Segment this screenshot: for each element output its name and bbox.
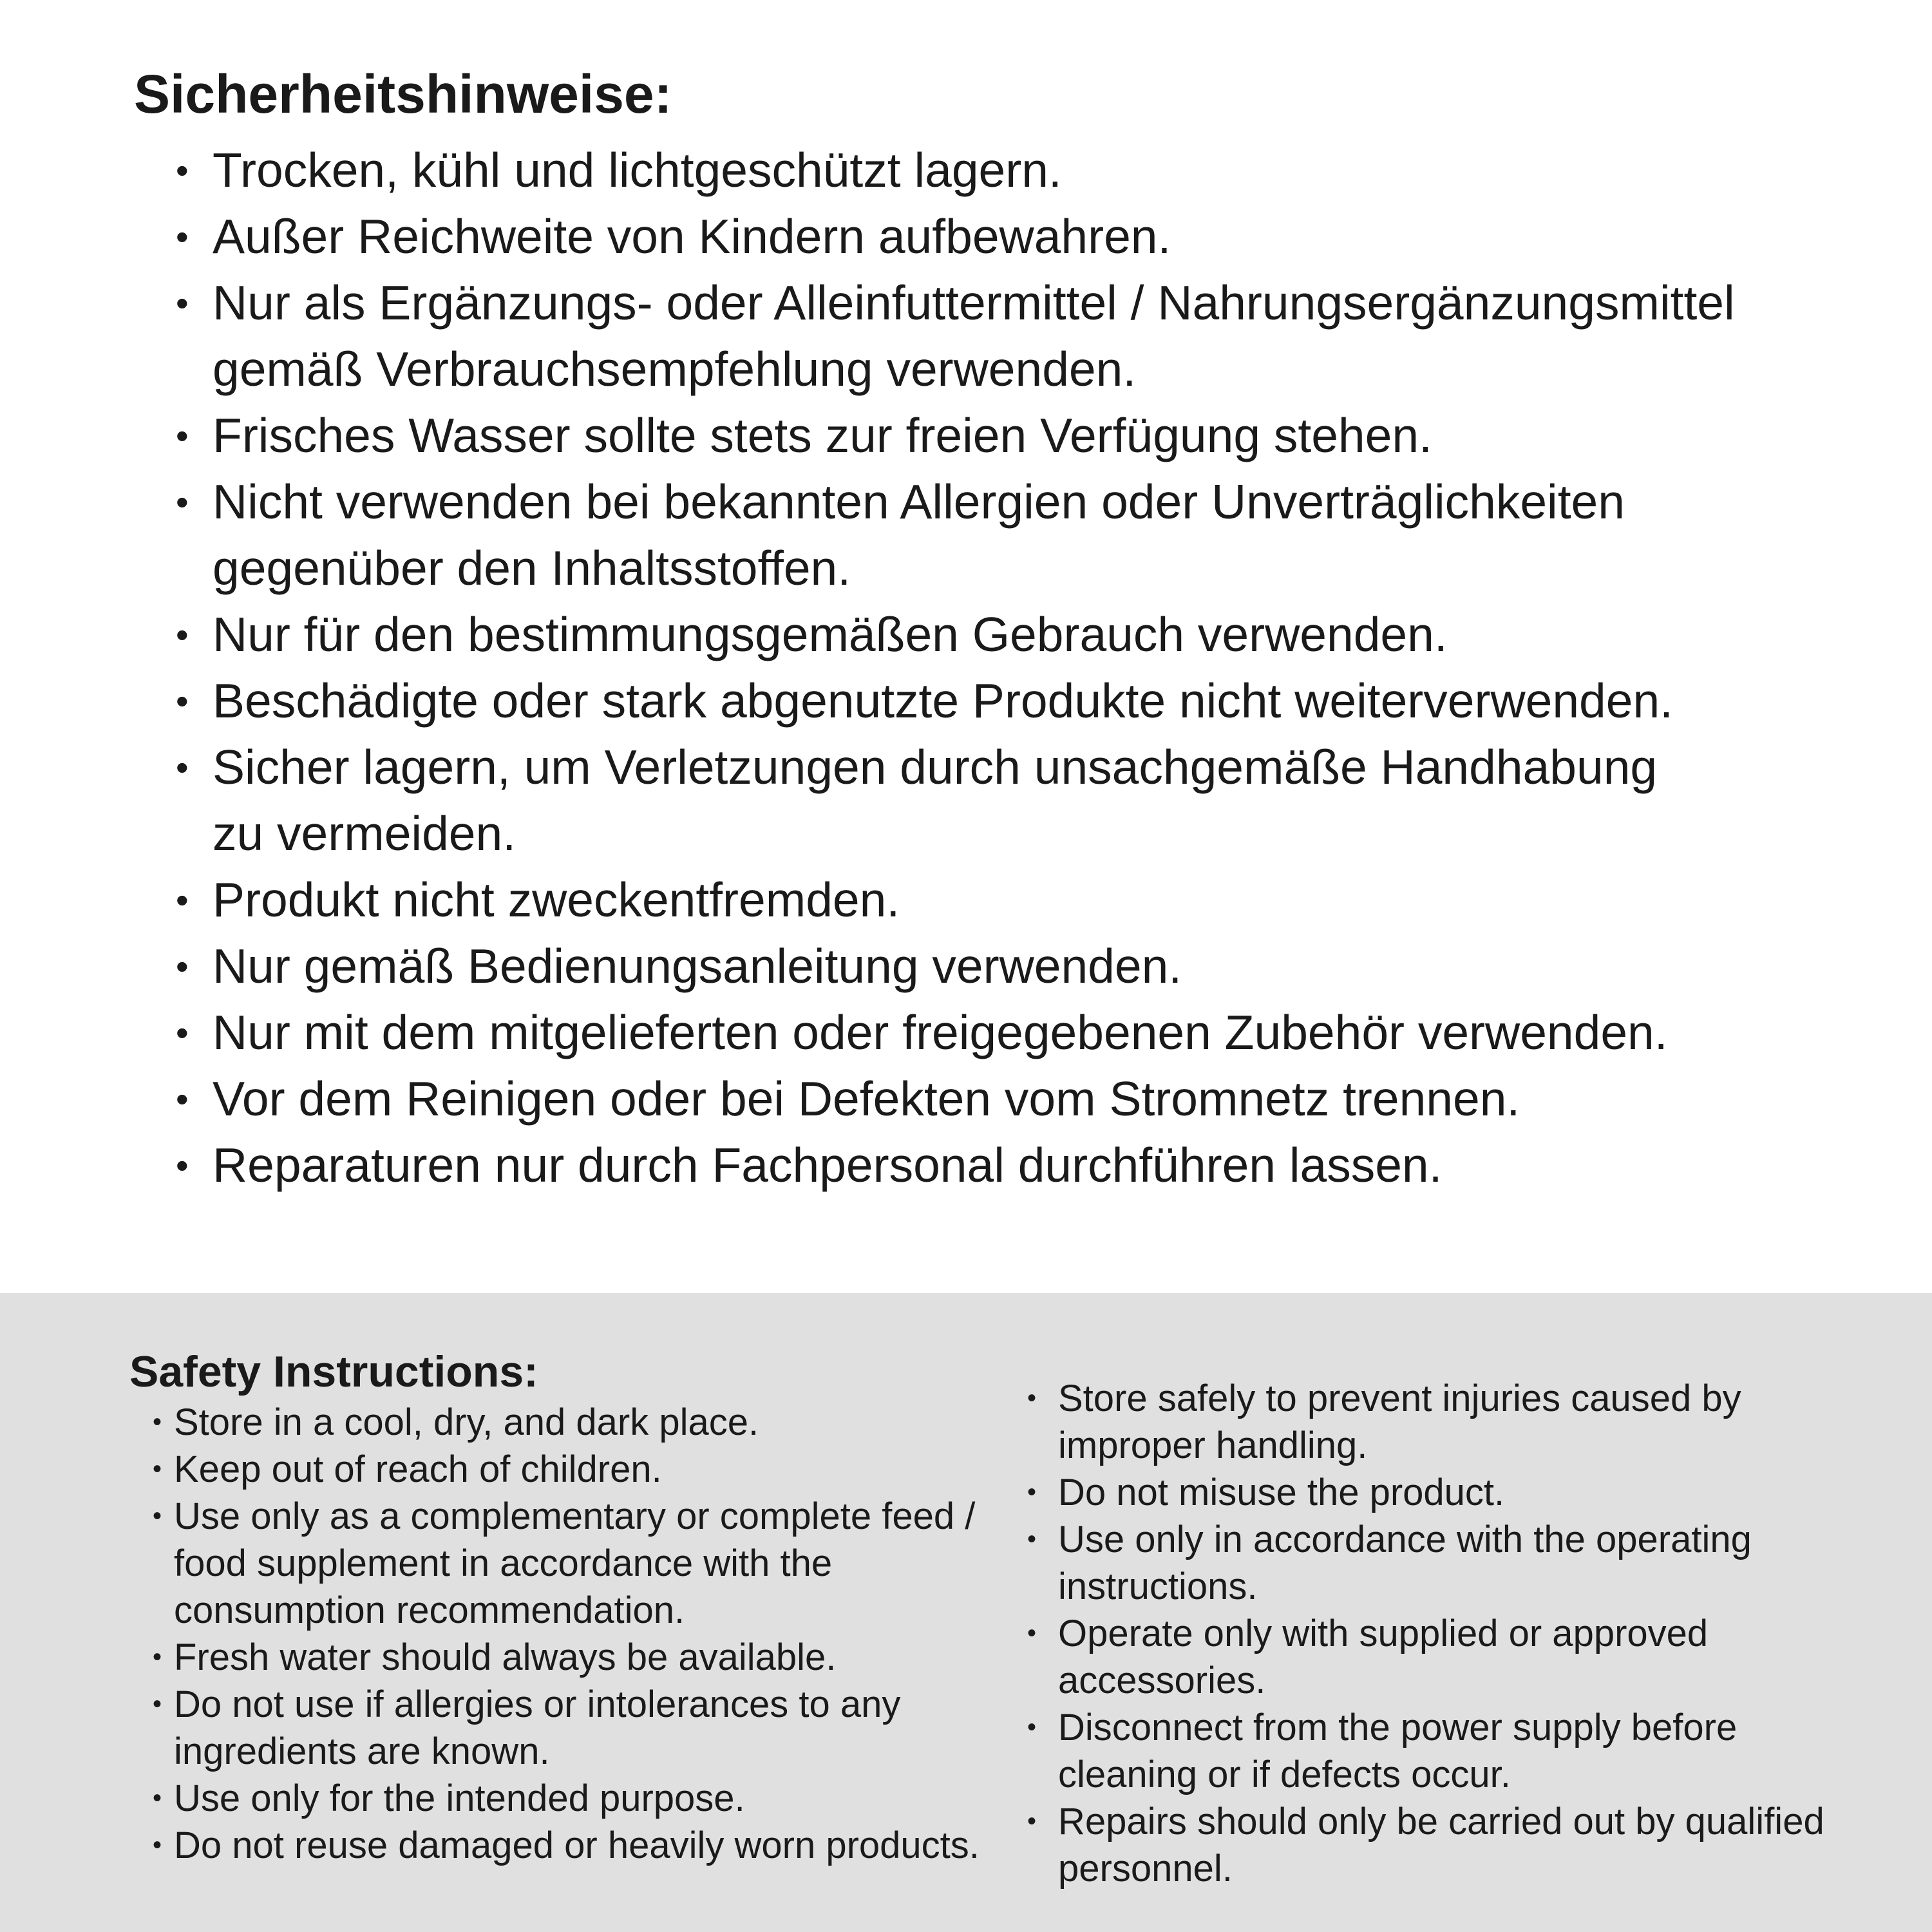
list-item-line: Use only in accordance with the operating <box>1058 1519 1752 1560</box>
list-item <box>176 933 1735 999</box>
list-item-line: Nur als Ergänzungs- oder Alleinfuttermittel / Nahrungsergänzungsmittel <box>213 276 1735 330</box>
list-item-line: accessories. <box>1058 1660 1266 1701</box>
bullet-icon: • <box>153 1408 162 1436</box>
list-item-line: Do not reuse damaged or heavily worn products. <box>174 1824 980 1866</box>
list-item <box>176 469 1735 601</box>
list-item <box>176 999 1735 1066</box>
list-item <box>176 137 1735 204</box>
list-item-line: Nicht verwenden bei bekannten Allergien oder Unverträglichkeiten <box>213 475 1625 529</box>
bullet-icon: • <box>176 747 189 788</box>
english-left-column <box>153 1399 980 1869</box>
list-item-line: instructions. <box>1058 1566 1258 1607</box>
list-item-line: Disconnect from the power supply before <box>1058 1707 1738 1748</box>
list-item-line: personnel. <box>1058 1848 1233 1889</box>
list-item-line: Operate only with supplied or approved <box>1058 1613 1709 1654</box>
bullet-icon: • <box>1027 1478 1037 1506</box>
list-item <box>1027 1610 1824 1704</box>
list-item-line: Store in a cool, dry, and dark place. <box>174 1401 759 1443</box>
bullet-icon: • <box>153 1643 162 1671</box>
list-item <box>153 1634 980 1681</box>
bullet-icon: • <box>176 482 189 522</box>
bullet-icon: • <box>176 415 189 456</box>
list-item-line: Vor dem Reinigen oder bei Defekten vom Stromnetz trennen. <box>213 1072 1520 1126</box>
bullet-icon: • <box>176 681 189 721</box>
german-bullet-list <box>176 137 1735 1198</box>
list-item-line: Nur gemäß Bedienungsanleitung verwenden. <box>213 939 1182 993</box>
english-title: Safety Instructions: <box>129 1347 538 1396</box>
list-item-line: zu vermeiden. <box>213 806 516 860</box>
bullet-icon: • <box>153 1831 162 1859</box>
bullet-icon: • <box>176 1145 189 1186</box>
bullet-icon: • <box>153 1690 162 1718</box>
list-item-line: consumption recommendation. <box>174 1589 685 1631</box>
bullet-icon: • <box>1027 1713 1037 1741</box>
list-item <box>153 1822 980 1869</box>
list-item-line: gegenüber den Inhaltsstoffen. <box>213 541 851 595</box>
list-item-line: improper handling. <box>1058 1425 1368 1466</box>
bullet-icon: • <box>176 946 189 987</box>
bullet-icon: • <box>176 1079 189 1119</box>
list-item-line: food supplement in accordance with the <box>174 1542 833 1584</box>
bullet-icon: • <box>153 1784 162 1812</box>
bullet-icon: • <box>1027 1384 1037 1412</box>
bullet-icon: • <box>1027 1619 1037 1647</box>
list-item <box>1027 1375 1824 1469</box>
list-item <box>176 601 1735 668</box>
list-item-line: Keep out of reach of children. <box>174 1448 662 1490</box>
list-item-line: Nur für den bestimmungsgemäßen Gebrauch verwenden. <box>213 607 1448 661</box>
english-section <box>0 1293 1932 1932</box>
bullet-icon: • <box>1027 1525 1037 1553</box>
german-title: Sicherheitshinweise: <box>134 64 672 124</box>
bullet-icon: • <box>176 283 189 323</box>
list-item-line: Do not misuse the product. <box>1058 1472 1505 1513</box>
list-item-line: Nur mit dem mitgelieferten oder freigegebenen Zubehör verwenden. <box>213 1005 1668 1059</box>
list-item <box>153 1399 980 1446</box>
list-item <box>176 270 1735 402</box>
list-item <box>176 402 1735 469</box>
list-item <box>1027 1516 1824 1610</box>
bullet-icon: • <box>153 1502 162 1530</box>
bullet-icon: • <box>1027 1807 1037 1835</box>
bullet-icon: • <box>153 1455 162 1483</box>
list-item-line: Reparaturen nur durch Fachpersonal durchführen lassen. <box>213 1138 1443 1192</box>
list-item-line: Trocken, kühl und lichtgeschützt lagern. <box>213 143 1062 197</box>
list-item-line: Außer Reichweite von Kindern aufbewahren. <box>213 209 1171 263</box>
list-item <box>176 1066 1735 1132</box>
list-item-line: Use only as a complementary or complete feed / <box>174 1495 976 1537</box>
list-item <box>153 1681 980 1775</box>
list-item-line: Frisches Wasser sollte stets zur freien Verfügung stehen. <box>213 408 1432 462</box>
list-item-line: cleaning or if defects occur. <box>1058 1754 1511 1795</box>
english-right-column <box>1027 1375 1824 1892</box>
list-item-line: Sicher lagern, um Verletzungen durch unsachgemäße Handhabung <box>213 740 1658 794</box>
list-item <box>1027 1704 1824 1798</box>
list-item <box>153 1775 980 1822</box>
list-item-line: Use only for the intended purpose. <box>174 1777 745 1819</box>
list-item-line: Fresh water should always be available. <box>174 1636 837 1678</box>
list-item <box>153 1493 980 1634</box>
list-item-line: Beschädigte oder stark abgenutzte Produkte nicht weiterverwenden. <box>213 674 1674 728</box>
list-item <box>153 1446 980 1493</box>
list-item <box>176 204 1735 270</box>
list-item <box>1027 1469 1824 1516</box>
list-item <box>176 1132 1735 1198</box>
list-item <box>176 734 1735 867</box>
list-item-line: Store safely to prevent injuries caused by <box>1058 1378 1741 1419</box>
list-item-line: gemäß Verbrauchsempfehlung verwenden. <box>213 342 1137 396</box>
bullet-icon: • <box>176 150 189 191</box>
list-item-line: Do not use if allergies or intolerances to any <box>174 1683 901 1725</box>
list-item-line: ingredients are known. <box>174 1730 550 1772</box>
bullet-icon: • <box>176 614 189 655</box>
list-item-line: Repairs should only be carried out by qualified <box>1058 1801 1824 1842</box>
bullet-icon: • <box>176 1012 189 1053</box>
list-item-line: Produkt nicht zweckentfremden. <box>213 873 900 927</box>
list-item <box>176 867 1735 933</box>
list-item <box>1027 1798 1824 1892</box>
bullet-icon: • <box>176 880 189 920</box>
bullet-icon: • <box>176 216 189 257</box>
list-item <box>176 668 1735 734</box>
